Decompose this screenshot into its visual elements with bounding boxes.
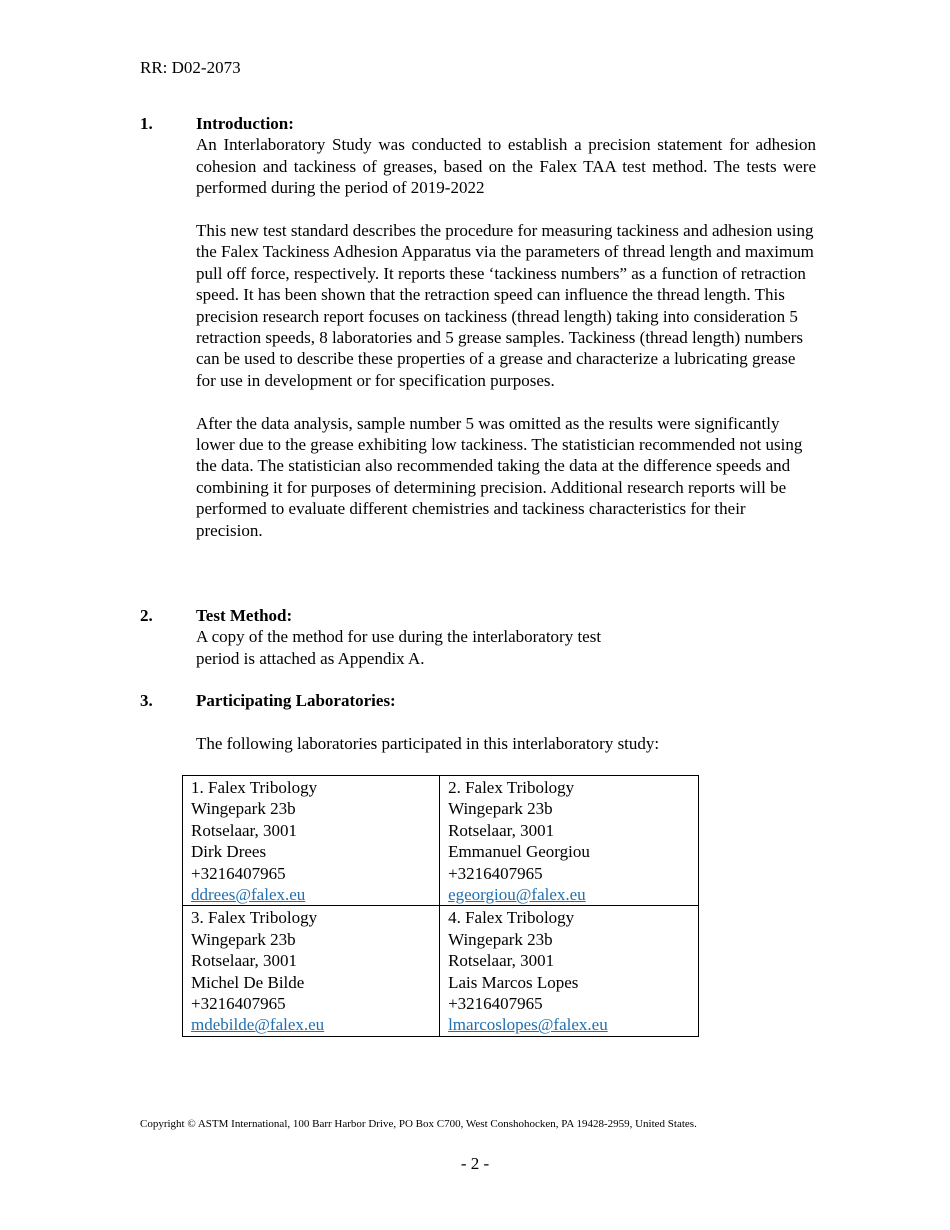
- lab-name: 2. Falex Tribology: [448, 778, 575, 797]
- lab-city: Rotselaar, 3001: [448, 820, 555, 840]
- lab-cell-4: [440, 906, 699, 1036]
- section-title: Introduction:: [196, 114, 294, 133]
- intro-paragraph-2: This new test standard describes the procedure for measuring tackiness and adhesion using the Falex Tackiness Adhesion Apparatus via the parameters of thread length and maximum pull off force, respectively. It reports these ‘tackiness numbers” as a function of retraction speed. It has been shown that the retraction speed can influence the thread length. This precision research report focuses on tackiness (thread length) taking into consideration 5 retraction speeds, 8 laboratories and 5 grease samples. Tackiness (thread length) numbers can be used to describe these properties of a grease and characterize a lubricating grease for use in development or for specification purposes.: [196, 221, 814, 390]
- lab-phone: +3216407965: [448, 994, 543, 1014]
- laboratories-table: [182, 775, 699, 1037]
- lab-name: 3. Falex Tribology: [191, 908, 318, 928]
- section-title: Test Method:: [196, 606, 293, 625]
- lab-phone: +3216407965: [191, 863, 286, 883]
- lab-cell-3: [183, 906, 440, 1036]
- section-body: [196, 113, 816, 541]
- method-line-1: A copy of the method for use during the interlaboratory test: [196, 627, 602, 647]
- lab-email-link[interactable]: mdebilde@falex.eu: [191, 1015, 325, 1035]
- lab-contact: Lais Marcos Lopes: [448, 972, 579, 992]
- method-line-2: period is attached as Appendix A.: [196, 648, 425, 668]
- section-body: [196, 690, 816, 754]
- lab-street: Wingepark 23b: [191, 929, 296, 949]
- lab-email-link[interactable]: egeorgiou@falex.eu: [448, 885, 586, 905]
- report-id: RR: D02-2073: [140, 58, 241, 77]
- lab-email-link[interactable]: ddrees@falex.eu: [191, 885, 306, 905]
- lab-cell-2: [440, 776, 699, 906]
- lab-city: Rotselaar, 3001: [448, 951, 555, 971]
- section-body: [196, 605, 816, 669]
- section-number: 3.: [140, 691, 153, 710]
- section-title: Participating Laboratories:: [196, 691, 396, 710]
- lab-phone: +3216407965: [191, 994, 286, 1014]
- lab-contact: Emmanuel Georgiou: [448, 842, 590, 862]
- lab-email-link[interactable]: lmarcoslopes@falex.eu: [448, 1015, 608, 1035]
- lab-contact: Michel De Bilde: [191, 972, 305, 992]
- section-number: 1.: [140, 114, 153, 133]
- lab-street: Wingepark 23b: [448, 929, 553, 949]
- lab-city: Rotselaar, 3001: [191, 951, 298, 971]
- section-number: 2.: [140, 606, 153, 625]
- lab-street: Wingepark 23b: [191, 799, 296, 819]
- lab-street: Wingepark 23b: [448, 799, 553, 819]
- lab-city: Rotselaar, 3001: [191, 820, 298, 840]
- lab-cell-1: [183, 776, 440, 906]
- page-number: - 2 -: [460, 1154, 490, 1173]
- lab-phone: +3216407965: [448, 863, 543, 883]
- copyright-notice: Copyright © ASTM International, 100 Barr Harbor Drive, PO Box C700, West Conshohocken, PA 19428-2959, United States.: [140, 1118, 697, 1130]
- intro-paragraph-3: After the data analysis, sample number 5 was omitted as the results were significantly lower due to the grease exhibiting low tackiness. The statistician recommended not using the data. The statistician also recommended taking the data at the difference speeds and combining it for purposes of determining precision. Additional research reports will be performed to evaluate different chemistries and tackiness characteristics for their precision.: [196, 413, 803, 540]
- lab-name: 4. Falex Tribology: [448, 908, 575, 928]
- lab-name: 1. Falex Tribology: [191, 778, 318, 797]
- table-row: [183, 906, 699, 1036]
- lab-contact: Dirk Drees: [191, 842, 267, 862]
- laboratories-intro: The following laboratories participated in this interlaboratory study:: [196, 733, 660, 753]
- intro-paragraph-1: An Interlaboratory Study was conducted to establish a precision statement for adhesion cohesion and tackiness of greases, based on the Falex TAA test method. The tests were performed during the period of 2019-2022: [196, 135, 816, 198]
- table-row: [183, 776, 699, 906]
